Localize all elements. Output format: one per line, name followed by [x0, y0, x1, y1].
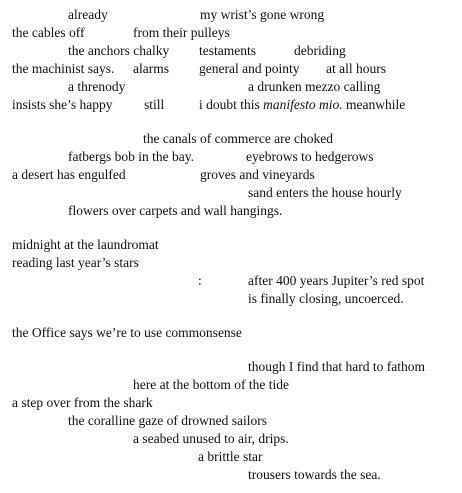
poem-fragment: the coralline gaze of drowned sailors [68, 413, 268, 428]
poem-fragment: insists she’s happy [12, 97, 113, 112]
poem-fragment: fatbergs bob in the bay. [68, 149, 194, 164]
poem-fragment: a step over from the shark [12, 395, 153, 410]
poem-fragment: i doubt this [199, 97, 260, 112]
poem-fragment: a seabed unused to air, drips. [133, 431, 289, 446]
poem-fragment: the anchors chalky [68, 43, 170, 58]
poem-fragment: still [144, 97, 165, 112]
poem-fragment-italic: manifesto mio. [263, 97, 343, 112]
poem-fragment-with-italic [199, 96, 405, 114]
poem-fragment: a desert has engulfed [12, 167, 126, 182]
poem-fragment: the machinist says. [12, 61, 115, 76]
poem-fragment: the Office says we’re to use commonsense [12, 325, 242, 340]
poem-fragment: reading last year’s stars [12, 255, 139, 270]
poem-fragment: though I find that hard to fathom [248, 359, 425, 374]
poem-fragment: a threnody [68, 79, 126, 94]
poem-fragment: trousers towards the sea. [248, 467, 381, 482]
poem-fragment: debriding [294, 43, 346, 58]
poem-fragment: general and pointy [199, 61, 300, 76]
poem-fragment: midnight at the laundromat [12, 237, 159, 252]
poem-fragment: here at the bottom of the tide [133, 377, 289, 392]
poem-fragment: the canals of commerce are choked [143, 131, 334, 146]
poem-fragment: at all hours [326, 61, 386, 76]
poem-fragment: a brittle star [198, 449, 263, 464]
poem-fragment: from their pulleys [133, 25, 230, 40]
poem-fragment: alarms [133, 61, 169, 76]
poem-fragment: eyebrows to hedgerows [246, 149, 374, 164]
poem-fragment: : [198, 273, 202, 288]
poem-fragment: sand enters the house hourly [248, 185, 402, 200]
poem-fragment: meanwhile [346, 97, 406, 112]
poem-fragment: groves and vineyards [200, 167, 315, 182]
poem-fragment: my wrist’s gone wrong [200, 7, 325, 22]
poem-fragment: flowers over carpets and wall hangings. [68, 203, 283, 218]
poem-fragment: already [68, 7, 108, 22]
poem-fragment: is finally closing, uncoerced. [248, 291, 404, 306]
poem-fragment: after 400 years Jupiter’s red spot [248, 273, 425, 288]
poem-fragment: testaments [199, 43, 256, 58]
poem-fragment: the cables off [12, 25, 85, 40]
poem-fragment: a drunken mezzo calling [248, 79, 381, 94]
